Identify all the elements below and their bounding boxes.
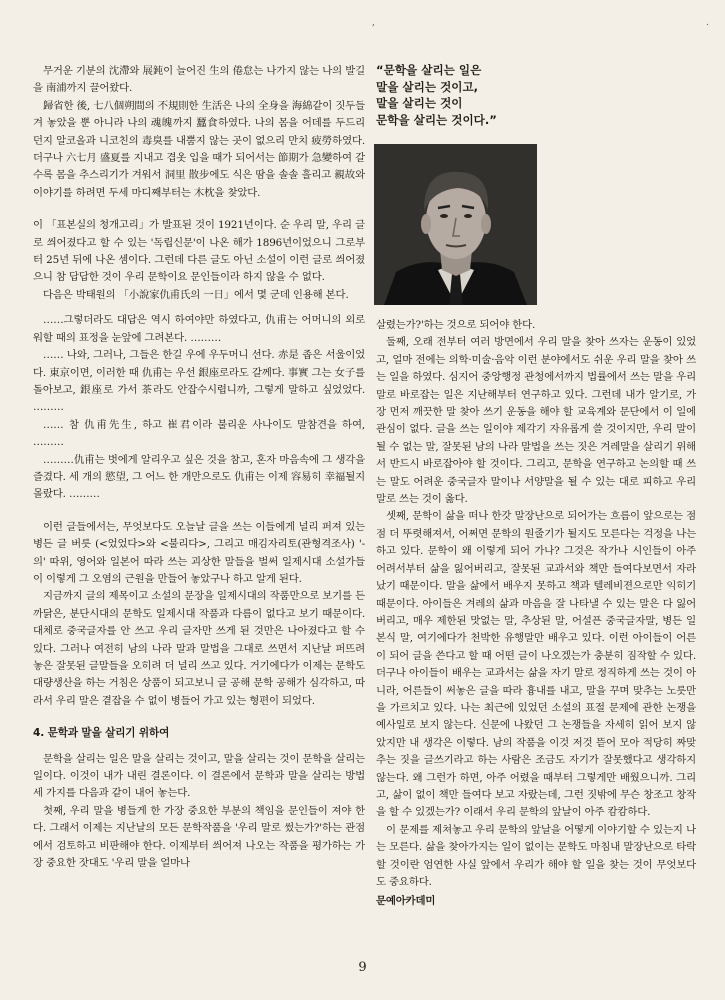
body-paragraph: 이런 글들에서는, 무엇보다도 오늘날 글을 쓰는 이들에게 널리 퍼져 있는 병든 글 버릇 (<었었다>와 <불리다>, 그리고 매김자리토(관형격조사) '-의' 따위, 영어와 일본어 따라 쓰는 괴상한 말들을 벌써 일제시대 소설가들이 이렇게 그 오염의 근원을 만들어 놓았구나 하고 알게 된다. — [33, 520, 365, 585]
source-credit: 문예아카데미 — [376, 895, 436, 908]
quoted-excerpt-6: ………仇甫는 벗에게 알리우고 싶은 것을 참고, 혼자 마음속에 그 생각을 즐겼다. 세 개의 慾望, 그 어느 한 개만으로도 仇甫는 이제 容易히 幸福될지 몰랐다. ……… — [33, 453, 365, 501]
quoted-excerpt-1: 무거운 기분의 沈滯와 展鈍이 늘어진 生의 倦怠는 나가지 않는 나의 발길을 南浦까지 끌어왔다. — [33, 65, 365, 95]
quoted-excerpt-3: ……그렇더라도 대답은 역시 하여야만 하였다고, 仇甫는 어머니의 외로워할 때의 표정을 눈앞에 그려본다. ……… — [33, 314, 365, 344]
section-heading: 4. 문학과 말을 살리기 위하여 — [33, 727, 170, 740]
body-paragraph: 이 「표본실의 청개고리」가 발표된 것이 1921년이다. 순 우리 말, 우리 글로 씌어졌다고 할 수 있는 '독립신문'이 나온 해가 1896년이었으니 그로부터 25년 뒤에 나온 셈이다. 그런데 다른 글도 아닌 소설이 이런 글로 씌어졌으니 참 답답한 것이 우리 문학이요 문인들이라 하지 않을 수 없다. — [33, 219, 365, 284]
margin-mark: , — [372, 18, 375, 28]
body-paragraph: 첫째, 우리 말을 병들게 한 가장 중요한 부분의 책임을 문인들이 져야 한다. 그래서 이제는 지난날의 모든 문학작품을 '우리 말로 썼는가?'하는 관점에서 검토하고 비판해야 한다. 이제부터 씌어져 나오는 작품을 평가하는 가장 중요한 잣대도 '우리 말을 얼마나 — [33, 804, 365, 870]
body-paragraph: 이 문제를 제쳐놓고 우리 문학의 앞날을 어떻게 이야기할 수 있는지 나는 모른다. 삶을 찾아가지는 일이 없이는 문학도 마침내 말장난으로 타락할 것이란 엄연한 사실 앞에서 우리가 해야 할 일을 찾는 것이 무엇보다도 중요하다. — [376, 823, 696, 888]
quoted-excerpt-2: 歸省한 後, 七八個朔間의 不規則한 生活은 나의 全身을 海綿같이 짓두들겨 놓았을 뿐 아니라 나의 魂魄까지 蠶食하였다. 나의 몸을 어데를 두드리던지 알코올과 니코친의 毒臭를 내뿜지 않는 곳이 없으리 만치 疲勞하였다. 더구나 六七月 盛夏를 지내고 겹옷 입을 때가 되어서는 節期가 急變하여 갈수록 몸을 추스리기가 겨워서 洞里 散步에도 식은 땀을 솔솔 흘리고 親故와 이야기를 하려면 두세 마디째부터는 木枕을 찾았다. — [33, 99, 365, 199]
margin-mark: . — [706, 18, 709, 28]
body-paragraph: 다음은 박태원의 「小說家仇甫氏의 一日」에서 몇 군데 인용해 본다. — [43, 288, 349, 301]
page-number: 9 — [358, 960, 367, 975]
right-column — [376, 0, 696, 911]
left-column — [33, 0, 365, 872]
pull-quote-line: 말을 살리는 것이고, — [376, 79, 479, 94]
pull-quote-line: “문학을 살리는 일은 — [376, 63, 482, 77]
body-paragraph: 살렸는가?'하는 것으로 되어야 한다. — [376, 319, 536, 331]
body-paragraph: 지금까지 글의 제목이고 소설의 문장을 일제시대의 작품만으로 보기를 든 까닭은, 분단시대의 문학도 일제시대 작품과 다름이 없다고 보기 때문이다. 대체로 중국글자를 안 쓰고 우리 글자만 쓰게 된 것만은 나아졌다고 할 수 있다. 그러나 여전히 남의 나라 말과 말법을 그대로 쓰면서 지난날 퍼뜨려 놓은 잘못된 글말들을 오히려 더 널리 쓰고 있다. 거기에다가 이제는 문학도 대량생산을 하는 거침은 상품이 되고보니 글 공해 문학 공해가 심각하고, 따라서 우리 말은 곁잡을 수 없이 병들어 가고 있는 형편이 되었다. — [33, 590, 365, 707]
quoted-excerpt-4: …… 나와, 그러나, 그들은 한길 우에 우두머니 선다. 赤是 좁은 서울이었다. 東京이면, 이러한 때 仇甫는 우선 銀座로라도 갈께다. 事實 그는 女子를 돌아보고, 銀座로 가서 茶라도 안잡수시렵니까, 그렇게 말하고 싶었었다. ……… — [33, 349, 365, 414]
pull-quote-line: 말을 살리는 것이 — [376, 96, 463, 110]
body-paragraph: 둘째, 오래 전부터 여러 방면에서 우리 말을 찾아 쓰자는 운동이 있었고, 얼마 전에는 의학·미술·음악 이런 분야에서도 쉬운 우리 말을 찾아 쓰는 일을 하였다. 심지어 중앙행정 관청에서까지 법률에서 쓰는 말을 우리 말로 바로잡는 일은 지난해부터 연구하고 있다. 그런데 내가 알기로, 가장 먼저 깨끗한 말 찾아 쓰기 운동을 해야 할 교육계와 문단에서 이 일에 관심이 없다. 글을 쓰는 일이야 제각기 자유롭게 쓸 것이지만, 우리 말이 될 수 없는 말, 잘못된 남의 나라 말법을 쓰는 짓은 겨레말을 살리기 위해서 반드시 바로잡아야 할 것이다. 그리고, 문학을 연구하고 논의할 때 쓰는 말도 어려운 중국글자 말이나 서양말을 될 수 있는 대로 피하고 우리 말로 쓰는 것이 옳다. — [376, 336, 696, 506]
body-paragraph: 문학을 살리는 일은 말을 살리는 것이고, 말을 살리는 것이 문학을 살리는 일이다. 이것이 내가 내린 결론이다. 이 결론에서 문학과 말을 살리는 방법 세 가지를 다음과 같이 내어 놓는다. — [33, 752, 365, 800]
quoted-excerpt-5: …… 참 仇甫先生, 하고 崔君이라 불리운 사나이도 말참견을 하여, ……… — [33, 418, 365, 449]
pull-quote-line: 문학을 살리는 것이다.” — [376, 112, 497, 127]
body-paragraph: 셋째, 문학이 삶을 떠나 한갓 말장난으로 되어가는 흐름이 앞으로는 점점 더 뚜렷해져서, 어쩌면 문학의 원줄기가 될지도 모른다는 걱정을 나는 하고 있다. 문학이 왜 이렇게 되어 가나? 그것은 작가나 시인들이 아주 어려서부터 삶을 잃어버리고, 잘못된 교과서와 책만 들여다보면서 자라났기 때문이다. 말을 삶에서 배우지 못하고 책과 텔레비젼으로만 익히기 때문이다. 아이들은 겨레의 삶과 마음을 잘 나타낼 수 있는 말은 다 잃어버리고, 매우 제한된 맛없는 말, 추상된 말, 어설픈 중국글자말, 병든 일본식 말, 여기에다가 천박한 유행말만 배우고 있다. 이런 아이들이 어른이 되어 글을 쓴다고 할 때 어떤 글이 나오겠는가 충분히 짐작할 수 있다. 더구나 아이들이 배우는 교과서는 삶을 자기 말로 정직하게 쓰는 것이 아니라, 어른들이 써놓은 글을 따라 흉내를 내고, 말을 꾸며 맞추는 노릇만을 가르치고 있다. 나는 최근에 있었던 소설의 표절 문제에 관한 논쟁을 예사일로 보지 않는다. 신문에 나왔던 그 논쟁들을 자세히 읽어 보지 않았지만 내 생각은 이렇다. 남의 작품을 이것 저것 뜯어 모아 적당히 짜맞추는 짓을 글쓰기라고 하는 사람은 조금도 자기가 잘못했다고 생각하지 않는다. 왜 그런가 하면, 아주 어렸을 때부터 그렇게만 배웠으니까. 그리고, 삶이 없이 책만 들여다 보고 자랐는데, 그런 짓밖에 무슨 창조고 창작을 할 수 있겠는가? 이래서 우리 문학의 앞날이 아주 캄캄하다. — [376, 510, 696, 819]
